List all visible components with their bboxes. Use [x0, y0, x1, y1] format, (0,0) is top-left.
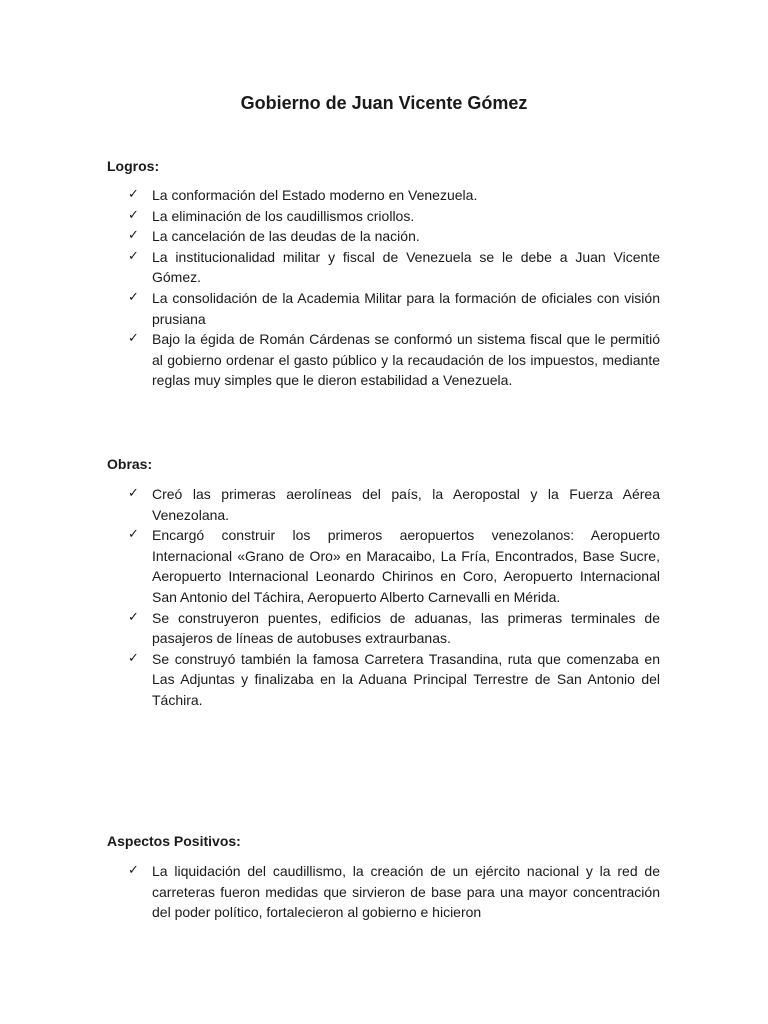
list-item-text: La cancelación de las deudas de la nación.	[152, 228, 420, 245]
list-item-text: Encargó construir los primeros aeropuertos venezolanos: Aeropuerto Internacional «Grano de Oro» en Maracaibo, La Fría, Encontrados, Base Sucre, Aeropuerto Internacional Leonardo Chirinos en Coro, Aeropuerto Internacional San Antonio del Táchira, Aeropuerto Alberto Carnevalli en Mérida.	[152, 527, 660, 605]
list-item	[128, 185, 660, 206]
list-item	[128, 861, 660, 923]
check-icon: ✓	[128, 289, 139, 305]
obras-list	[128, 484, 660, 711]
list-item-text: Bajo la égida de Román Cárdenas se conformó un sistema fiscal que le permitió al gobierno ordenar el gasto público y la recaudación de los impuestos, mediante reglas muy simples que le dieron estabilidad a Venezuela.	[152, 331, 660, 389]
list-item-text: Creó las primeras aerolíneas del país, la Aeropostal y la Fuerza Aérea Venezolana.	[152, 486, 660, 523]
check-icon: ✓	[128, 486, 139, 501]
check-icon: ✓	[128, 863, 139, 878]
check-icon: ✓	[128, 187, 139, 202]
section-heading-aspectos-positivos: Aspectos Positivos:	[107, 833, 241, 849]
list-item	[128, 649, 660, 711]
list-item-text: La liquidación del caudillismo, la creación de un ejército nacional y la red de carreteras fueron medidas que sirvieron de base para una mayor concentración del poder político, fortalecieron al gobierno e hicieron	[152, 863, 660, 921]
list-item	[128, 484, 660, 525]
logros-list	[128, 185, 660, 391]
check-icon: ✓	[128, 248, 139, 264]
check-icon: ✓	[128, 331, 139, 347]
check-icon: ✓	[128, 609, 139, 625]
check-icon: ✓	[128, 228, 139, 244]
list-item-text: Se construyó también la famosa Carretera Trasandina, ruta que comenzaba en Las Adjuntas y finalizaba en la Aduana Principal Terrestre de San Antonio del Táchira.	[152, 650, 660, 708]
check-icon: ✓	[128, 650, 139, 666]
list-item	[128, 206, 660, 227]
list-item	[128, 329, 660, 391]
list-item-text: Se construyeron puentes, edificios de aduanas, las primeras terminales de pasajeros de líneas de autobuses extraurbanas.	[152, 609, 660, 647]
list-item	[128, 525, 660, 607]
list-item-text: La eliminación de los caudillismos criollos.	[152, 207, 415, 224]
list-item-text: La institucionalidad militar y fiscal de Venezuela se le debe a Juan Vicente Gómez.	[152, 248, 660, 286]
list-item	[128, 226, 660, 247]
list-item-text: La conformación del Estado moderno en Venezuela.	[152, 187, 478, 203]
aspectos-positivos-list	[128, 861, 660, 923]
section-heading-logros: Logros:	[107, 158, 160, 174]
list-item-text: La consolidación de la Academia Militar para la formación de oficiales con visión prusiana	[152, 289, 660, 327]
check-icon: ✓	[128, 207, 139, 223]
section-heading-obras: Obras:	[107, 456, 153, 472]
document-title: Gobierno de Juan Vicente Gómez	[240, 93, 528, 113]
list-item	[128, 288, 660, 329]
list-item	[128, 608, 660, 649]
list-item	[128, 247, 660, 288]
check-icon: ✓	[128, 527, 139, 543]
